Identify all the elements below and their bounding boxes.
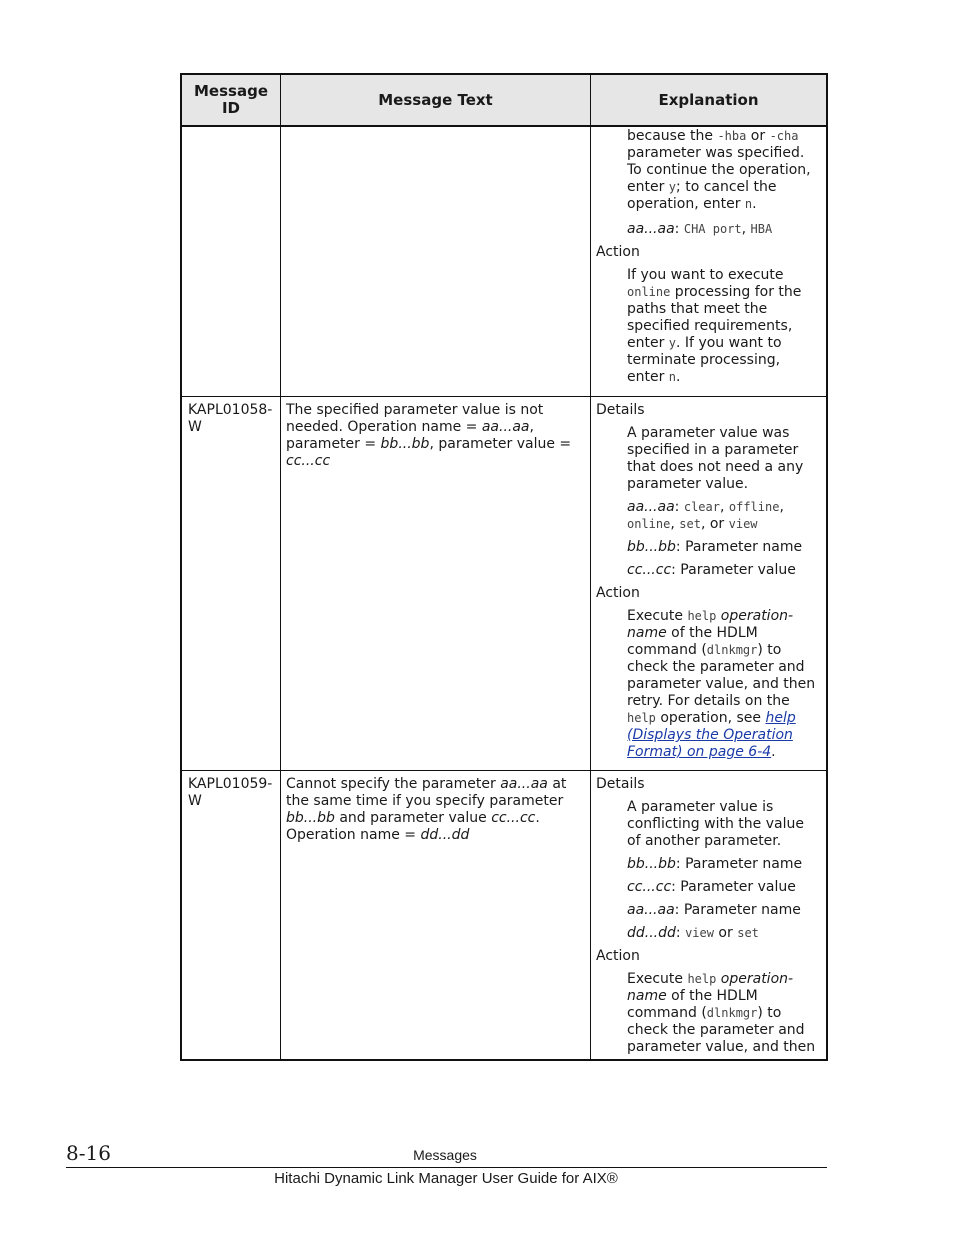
section-title: Messages <box>413 1147 477 1163</box>
explanation-cell <box>596 402 820 767</box>
message-id-cell: KAPL01058-W <box>188 402 273 435</box>
details-label: Details <box>596 776 645 792</box>
message-text-cell: Cannot specify the parameter aa...aa at the same time if you specify parameter bb...bb and parameter value cc...cc. Operation name = dd...dd <box>286 776 567 843</box>
action-text: If you want to execute online processing for the paths that meet the specified requirements, enter y. If you want to terminate processing, enter n. <box>627 267 802 385</box>
variable-cc: cc...cc: Parameter value <box>627 562 796 578</box>
action-label: Action <box>596 948 640 964</box>
variable-dd: dd...dd: view or set <box>627 925 759 941</box>
variable-aa: aa...aa: clear, offline, online, set, or view <box>627 499 784 532</box>
table-header-row <box>182 75 826 127</box>
explanation-paragraph: because the -hba or -cha parameter was specified. To continue the operation, enter y; to cancel the operation, enter n. <box>627 128 811 212</box>
explanation-cell <box>596 776 820 1062</box>
column-divider <box>590 75 591 1059</box>
column-divider <box>280 75 281 1059</box>
variable-aa: aa...aa: CHA port, HBA <box>627 221 773 237</box>
variable-bb: bb...bb: Parameter name <box>627 539 803 555</box>
header-message-id: Message ID <box>194 82 268 117</box>
header-explanation: Explanation <box>658 90 759 109</box>
row-divider <box>182 770 826 771</box>
action-label: Action <box>596 244 640 260</box>
message-table <box>180 73 828 1061</box>
details-text: A parameter value is conflicting with the value of another parameter. <box>627 799 804 849</box>
variable-aa: aa...aa: Parameter name <box>627 902 801 918</box>
page-number: 8-16 <box>66 1141 111 1165</box>
variable-cc: cc...cc: Parameter value <box>627 879 796 895</box>
footer-divider <box>66 1167 827 1168</box>
details-text: A parameter value was specified in a parameter that does not need a any parameter value. <box>627 425 804 492</box>
message-text-cell: The specified parameter value is not needed. Operation name = aa...aa, parameter = bb...bb, parameter value = cc...cc <box>286 402 572 469</box>
message-id-cell: KAPL01059-W <box>188 776 273 809</box>
variable-bb: bb...bb: Parameter name <box>627 856 803 872</box>
book-title: Hitachi Dynamic Link Manager User Guide for AIX® <box>274 1170 618 1187</box>
table-row-continued-explanation <box>596 128 820 392</box>
header-message-text: Message Text <box>378 90 493 109</box>
help-operation-link[interactable]: help (Displays the Operation Format) on page 6-4 <box>627 710 796 760</box>
action-text: Execute help operation-name of the HDLM command (dlnkmgr) to check the parameter and parameter value, and then <box>627 971 816 1055</box>
action-text: Execute help operation-name of the HDLM command (dlnkmgr) to check the parameter and parameter value, and then retry. For details on the help operation, see help (Displays the Operation Format) on page 6-4. <box>627 608 816 760</box>
row-divider <box>182 396 826 397</box>
details-label: Details <box>596 402 645 418</box>
action-label: Action <box>596 585 640 601</box>
